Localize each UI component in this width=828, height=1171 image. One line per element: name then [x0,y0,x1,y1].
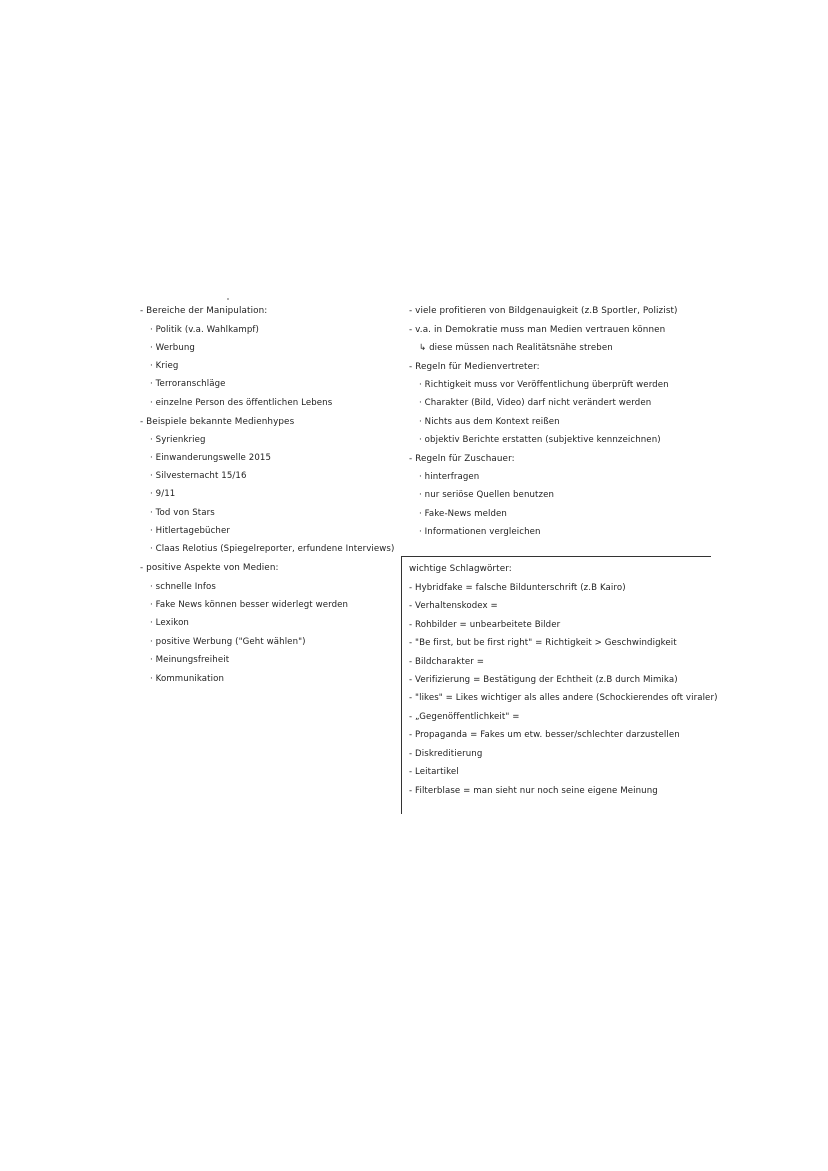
left-line: · einzelne Person des öffentlichen Lebens [150,398,333,408]
keyword-item: - Verifizierung = Bestätigung der Echtheit (z.B durch Mimika) [409,675,678,685]
right-line: · nur seriöse Quellen benutzen [419,490,555,500]
keyword-item: - Bildcharakter = [409,657,484,667]
left-line: · Tod von Stars [150,508,215,518]
keyword-item: - Propaganda = Fakes um etw. besser/schlechter darzustellen [409,730,680,740]
right-line: - Regeln für Zuschauer: [409,454,515,464]
right-line: · Charakter (Bild, Video) darf nicht verändert werden [419,398,652,408]
right-line: - Regeln für Medienvertreter: [409,362,540,372]
right-line: · Richtigkeit muss vor Veröffentlichung überprüft werden [419,380,669,390]
left-line: · 9/11 [150,489,176,499]
left-line: · schnelle Infos [150,582,216,592]
left-line: · Syrienkrieg [150,435,206,445]
left-line: · Silvesternacht 15/16 [150,471,247,481]
right-line: ↳ diese müssen nach Realitätsnähe streben [419,343,613,353]
left-line: - positive Aspekte von Medien: [140,563,279,573]
right-line: - viele profitieren von Bildgenauigkeit (z.B Sportler, Polizist) [409,306,678,316]
left-line: · Politik (v.a. Wahlkampf) [150,325,260,335]
left-line: · Kommunikation [150,674,225,684]
right-line: - v.a. in Demokratie muss man Medien vertrauen können [409,325,666,335]
left-line: · Hitlertagebücher [150,526,230,536]
keyword-item: - Verhaltenskodex = [409,601,498,611]
right-line: · objektiv Berichte erstatten (subjektive kennzeichnen) [419,435,661,445]
right-line: · Fake-News melden [419,509,507,519]
right-line: · hinterfragen [419,472,480,482]
left-line: · Werbung [150,343,195,353]
paper-speck [227,298,229,300]
keyword-item: - Leitartikel [409,767,459,777]
left-line: - Bereiche der Manipulation: [140,306,268,316]
keyword-item: - Rohbilder = unbearbeitete Bilder [409,620,561,630]
keyword-item: - Diskreditierung [409,749,483,759]
left-line: · Meinungsfreiheit [150,655,230,665]
keyword-item: - "Be first, but be first right" = Richtigkeit > Geschwindigkeit [409,638,677,648]
left-line: · positive Werbung ("Geht wählen") [150,637,306,647]
keyword-item: - Filterblase = man sieht nur noch seine eigene Meinung [409,786,658,796]
left-line: · Lexikon [150,618,189,628]
keyword-item: - Hybridfake = falsche Bildunterschrift (z.B Kairo) [409,583,626,593]
left-line: · Krieg [150,361,179,371]
keywords-title: wichtige Schlagwörter: [409,564,512,574]
right-line: · Nichts aus dem Kontext reißen [419,417,560,427]
left-line: · Einwanderungswelle 2015 [150,453,272,463]
keyword-item: - "likes" = Likes wichtiger als alles andere (Schockierendes oft viraler) [409,693,718,703]
left-line: · Claas Relotius (Spiegelreporter, erfundene Interviews) [150,544,395,554]
left-line: - Beispiele bekannte Medienhypes [140,417,295,427]
right-line: · Informationen vergleichen [419,527,541,537]
left-line: · Terroranschläge [150,379,226,389]
left-line: · Fake News können besser widerlegt werden [150,600,349,610]
keyword-item: - „Gegenöffentlichkeit" = [409,712,520,722]
